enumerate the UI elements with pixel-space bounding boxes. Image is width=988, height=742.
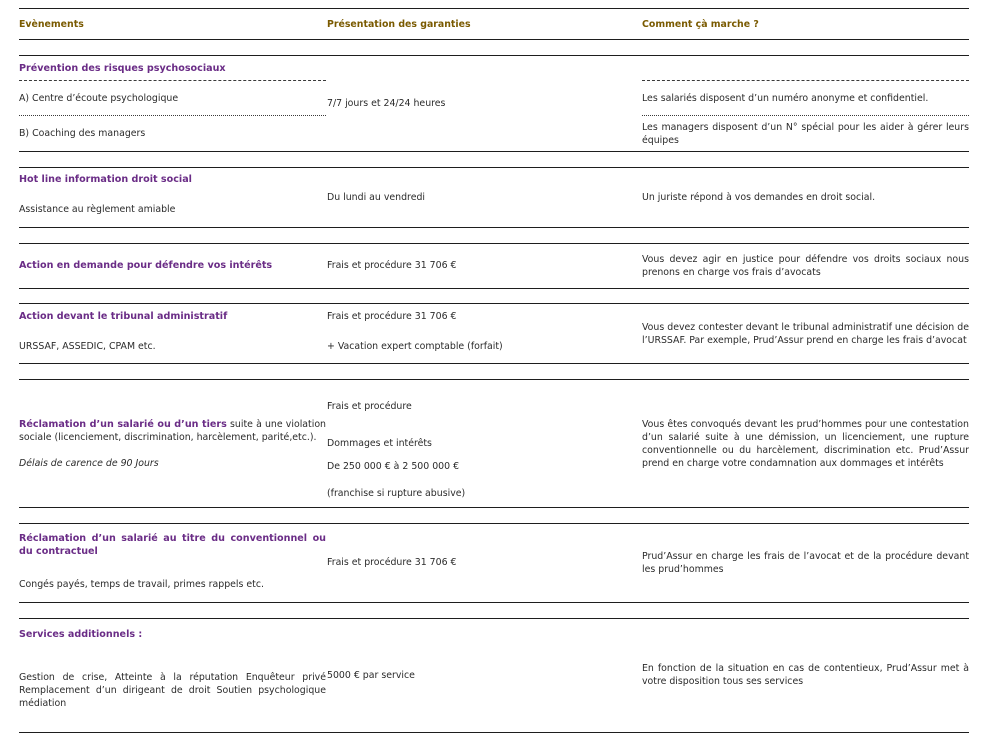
row-how: Vous devez agir en justice pour défendre vos droits sociaux nous prenons en charge vos frais d’avocats [642, 254, 969, 278]
row-subtitle: Congés payés, temps de travail, primes rappels etc. [19, 579, 264, 590]
row-title: Services additionnels : [19, 629, 143, 640]
row-note: Délais de carence de 90 Jours [19, 458, 159, 469]
header-bottom-rule [19, 39, 969, 40]
row-guarantee: Du lundi au vendredi [327, 192, 426, 203]
row-guarantee: Frais et procédure 31 706 € [327, 557, 457, 568]
row-rule [19, 523, 969, 524]
row-rule [19, 618, 969, 619]
row-how: Un juriste répond à vos demandes en droit social. [642, 192, 876, 203]
row-guarantee-amount: De 250 000 € à 2 500 000 € [327, 461, 460, 472]
row-guarantee-extra: + Vacation expert comptable (forfait) [327, 341, 503, 352]
table-bottom-rule [19, 732, 969, 733]
row-guarantee-extra: Dommages et intérêts [327, 438, 432, 449]
row-description [19, 418, 326, 444]
row-separator [19, 115, 326, 116]
row-how: Les managers disposent d’un N° spécial pour les aider à gérer leurs équipes [642, 122, 969, 146]
row-separator [642, 115, 969, 116]
row-how: Prud’Assur en charge les frais de l’avocat et de la procédure devant les prud’hommes [642, 551, 969, 575]
row-rule [19, 243, 969, 244]
row-guarantee-note: (franchise si rupture abusive) [327, 488, 466, 499]
row-separator [19, 80, 326, 81]
row-title: Action devant le tribunal administratif [19, 311, 228, 322]
row-how: Vous devez contester devant le tribunal administratif une décision de l’URSSAF. Par exemple, Prud’Assur prend en charge les frais d’avocat [642, 322, 969, 346]
row-guarantee: 7/7 jours et 24/24 heures [327, 98, 446, 109]
row-item: A) Centre d’écoute psychologique [19, 93, 179, 104]
row-title: Réclamation d’un salarié ou d’un tiers [19, 419, 227, 430]
table-top-rule [19, 8, 969, 9]
header-guarantees: Présentation des garanties [327, 19, 471, 30]
row-rule [19, 379, 969, 380]
row-title: Hot line information droit social [19, 174, 192, 185]
row-item: B) Coaching des managers [19, 128, 146, 139]
row-rule [19, 227, 969, 228]
header-how-it-works: Comment çà marche ? [642, 19, 759, 30]
row-how: Vous êtes convoqués devant les prud’hommes pour une contestation d’un salarié suite à une démission, un licenciement, une rupture conventionnelle ou du harcèlement, discrimination etc. Prud’Assur prend en charge votre condamnation aux dommages et intérêts [642, 419, 969, 469]
row-title: Prévention des risques psychosociaux [19, 63, 226, 74]
row-rule [19, 167, 969, 168]
row-title: Réclamation d’un salarié au titre du conventionnel ou du contractuel [19, 533, 326, 557]
row-rule [19, 55, 969, 56]
row-subtitle: URSSAF, ASSEDIC, CPAM etc. [19, 341, 156, 352]
row-rule [19, 507, 969, 508]
row-title: Action en demande pour défendre vos intérêts [19, 260, 273, 271]
row-how: En fonction de la situation en cas de contentieux, Prud’Assur met à votre disposition tous ses services [642, 663, 969, 687]
row-separator [642, 80, 969, 81]
row-subtitle: Gestion de crise, Atteinte à la réputation Enquêteur privé Remplacement d’un dirigeant de droit Soutien psychologique médiation [19, 672, 326, 709]
row-guarantee: 5000 € par service [327, 670, 415, 681]
header-events: Evènements [19, 19, 84, 30]
row-title-rest: suite à une violation sociale (licenciement, discrimination, harcèlement, parité,etc.). [19, 419, 327, 443]
row-guarantee: Frais et procédure [327, 401, 412, 412]
row-how: Les salariés disposent d’un numéro anonyme et confidentiel. [642, 93, 929, 104]
row-guarantee: Frais et procédure 31 706 € [327, 311, 457, 322]
row-rule [19, 151, 969, 152]
row-rule [19, 363, 969, 364]
row-subtitle: Assistance au règlement amiable [19, 204, 176, 215]
row-rule [19, 602, 969, 603]
row-rule [19, 288, 969, 289]
row-guarantee: Frais et procédure 31 706 € [327, 260, 457, 271]
row-rule [19, 303, 969, 304]
